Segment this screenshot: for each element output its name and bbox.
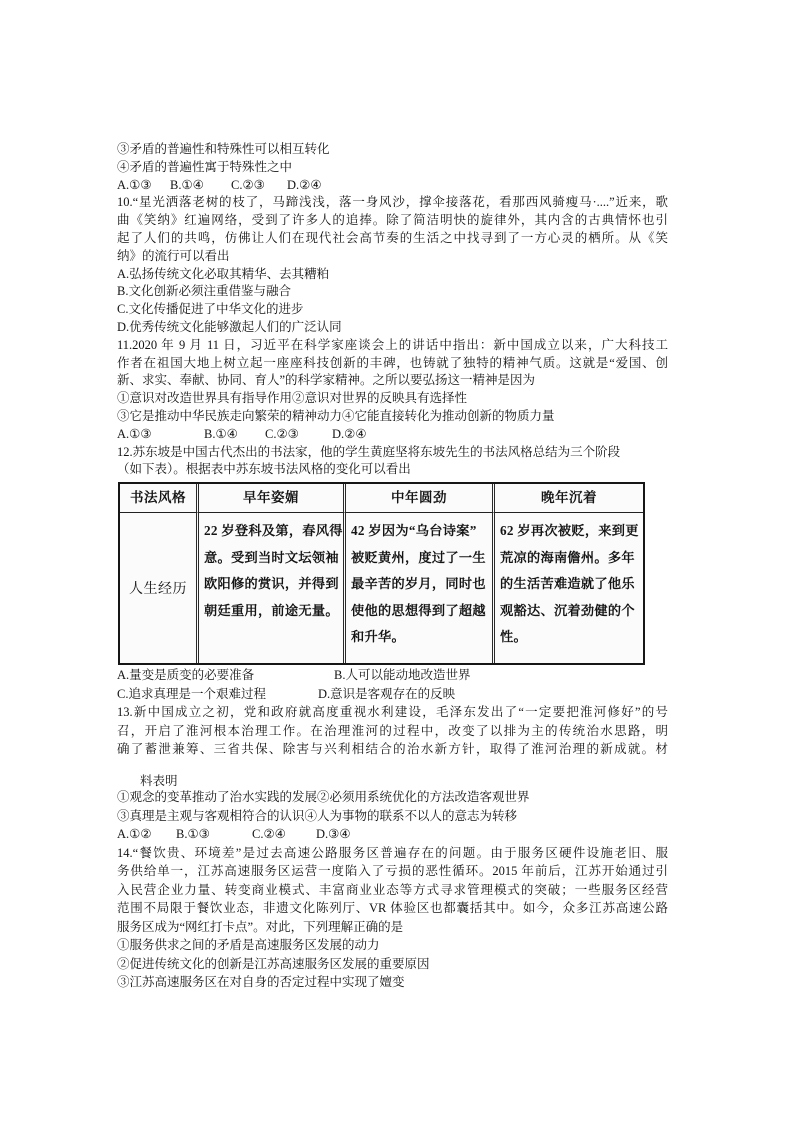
q12-options-row-2 [117,685,668,704]
cell-line: 意。受到当时文坛领袖 [204,549,339,565]
q14-stem-line: 14.“餐饮贵、环境差”是过去高速公路服务区普遍存在的问题。由于服务区硬件设施老旧、服 [117,845,668,860]
q11-stem-line: 作者在祖国大地上树立起一座座科技创新的丰碑，也铸就了独特的精神气质。这就是“爱国、创 [117,355,668,370]
cell-line: 被贬黄州，度过了一生 [351,549,486,565]
q9-statement-3: ③矛盾的普遍性和特殊性可以相互转化 [117,142,330,156]
q9-choice-b: B.①④ [170,177,204,192]
q14-statement-3: ③江苏高速服务区在对自身的否定过程中实现了嬗变 [117,975,405,989]
q13-choices [117,825,668,844]
q11-stem-line: 新、求实、奉献、协同、育人”的科学家精神。之所以要弘扬这一精神是因为 [117,373,536,388]
cell-line: 42 岁因为“乌台诗案” [351,523,477,538]
cell-line: 朝廷重用，前途无量。 [204,602,339,618]
cell-line: 荒凉的海南儋州。多年 [500,549,635,565]
table-header-middle: 中年圆劲 [346,484,495,513]
cell-line: 22 岁登科及第，春风得 [204,523,343,538]
q11-statements-1-2: ①意识对改造世界具有指导作用②意识对世界的反映具有选择性 [117,391,468,406]
table-header-early: 早年姿媚 [199,484,346,513]
q11-statements-3-4: ③它是推动中华民族走向繁荣的精神动力④它能直接转化为推动创新的物质力量 [117,408,555,423]
row-label-text: 人生经历 [129,582,187,597]
q11-choice-c: C.②③ [265,426,299,441]
q10-stem-line: 纳》的流行可以看出 [117,248,230,263]
q11-choice-b: B.①④ [204,426,238,441]
q14-statement-1: ①服务供求之间的矛盾是高速服务区发展的动力 [117,938,380,952]
table-cell-middle [346,513,495,663]
lower-text-block [117,788,668,992]
q10-stem-line: 曲《笑纳》红遍网络，受到了许多人的追捧。除了简洁明快的旋律外，其内含的古典情怀也引 [117,213,668,228]
q12-option-a: A.量变是质变的必要准备 [117,668,255,682]
cell-line: 的生活苦难造就了他乐 [500,576,635,592]
q14-stem-line: 服务区成为“网红打卡点”。对此，下列理解正确的是 [117,919,404,934]
cell-line: 和升华。 [351,629,405,645]
q10-option-c: C.文化传播促进了中华文化的进步 [117,302,304,317]
table-cell-late [495,513,643,663]
table-header-late: 晚年沉着 [495,484,643,513]
q12-option-d: D.意识是客观存在的反映 [318,686,456,701]
q13-choice-d: D.③④ [316,827,351,841]
cell-line: 62 岁再次被贬，来到更 [500,523,639,538]
q14-stem-line: 范围不局限于餐饮业态，非遗文化陈列厅、VR 体验区也都囊括其中。如今，众多江苏高速公路 [117,901,668,915]
q10-option-a: A.弘扬传统文化必取其精华、去其糟粕 [117,266,330,281]
q12-stem-line: （如下表）。根据表中苏东坡书法风格的变化可以看出 [117,462,411,477]
q13-stem-line: 确了蓄泄兼筹、三省共保、除害与兴利相结合的治水新方针，取得了淮河治理的新成就。材 [117,742,668,757]
q11-stem-line: 11.2020 年 9 月 11 日，习近平在科学家座谈会上的讲话中指出：新中国成立以来，广大科技工 [117,337,668,352]
q9-choice-a: A.①③ [117,177,152,192]
q13-stem-line: 料表明 [140,774,178,788]
upper-text-block [117,141,668,479]
q13-stem-line: 13.新中国成立之初，党和政府就高度重视水利建设，毛泽东发出了“一定要把淮河修好”的号 [117,705,668,720]
q12-option-b: B.人可以能动地改造世界 [334,668,471,682]
q11-choice-a: A.①③ [117,426,152,441]
q11-choice-d: D.②④ [332,426,367,441]
calligraphy-style-table [118,482,645,665]
table-header-style: 书法风格 [120,484,199,513]
cell-line: 使他的思想得到了超越 [351,602,486,618]
q13-stem-line: 召，开启了淮河根本治理工作。在治理淮河的过程中，改变了以排为主的传统治水思路，明 [117,723,668,738]
q13-choice-a: A.①② [117,827,152,841]
q11-choices [117,426,668,444]
q13-choice-c: C.②④ [252,827,286,841]
q10-option-d: D.优秀传统文化能够激起人们的广泛认同 [117,319,342,334]
q9-statement-4: ④矛盾的普遍性寓于特殊性之中 [117,159,293,174]
q9-choice-d: D.②④ [287,177,322,192]
q12-stem-line: 12.苏东坡是中国古代杰出的书法家，他的学生黄庭坚将东坡先生的书法风格总结为三个阶段 [117,444,621,459]
cell-line: 欧阳修的赏识，并得到 [204,576,339,592]
q10-stem-line: 起了人们的共鸣，仿佛让人们在现代社会高节奏的生活之中找寻到了一方心灵的栖所。从《笑 [117,230,668,245]
middle-text-block [117,666,668,759]
cell-line: 观豁达、沉着劲健的个 [500,602,635,618]
q10-option-b: B.文化创新必须注重借鉴与融合 [117,284,291,299]
q10-stem-line: 10.“星光洒落老树的枝了，马蹄浅浅，落一身风沙，撑伞接落花，看那西风骑瘦马·....”近来，歌 [117,195,668,210]
q14-statement-2: ②促进传统文化的创新是江苏高速服务区发展的重要原因 [117,956,430,971]
table-row-label [120,513,199,663]
q12-options-row-1 [117,666,668,685]
table-cell-early [199,513,346,663]
q13-choice-b: B.①③ [176,827,210,841]
q12-option-c: C.追求真理是一个艰难过程 [117,686,266,701]
q14-stem-line: 入民营企业力量、转变商业模式、丰富商业业态等方式寻求管理模式的突破；一些服务区经营 [117,882,668,897]
q9-choice-c: C.②③ [231,177,265,192]
q9-choices [117,177,668,195]
cell-line: 最辛苦的岁月，同时也 [351,576,486,592]
q13-statements-3-4: ③真理是主观与客观相符合的认识④人为事物的联系不以人的意志为转移 [117,808,518,823]
q13-statements-1-2: ①观念的变革推动了治水实践的发展②必须用系统优化的方法改造客观世界 [117,790,530,804]
q14-stem-line: 务供给单一，江苏高速服务区运营一度陷入了亏损的恶性循环。2015 年前后，江苏开始通过引 [117,864,668,878]
cell-line: 性。 [500,629,527,645]
